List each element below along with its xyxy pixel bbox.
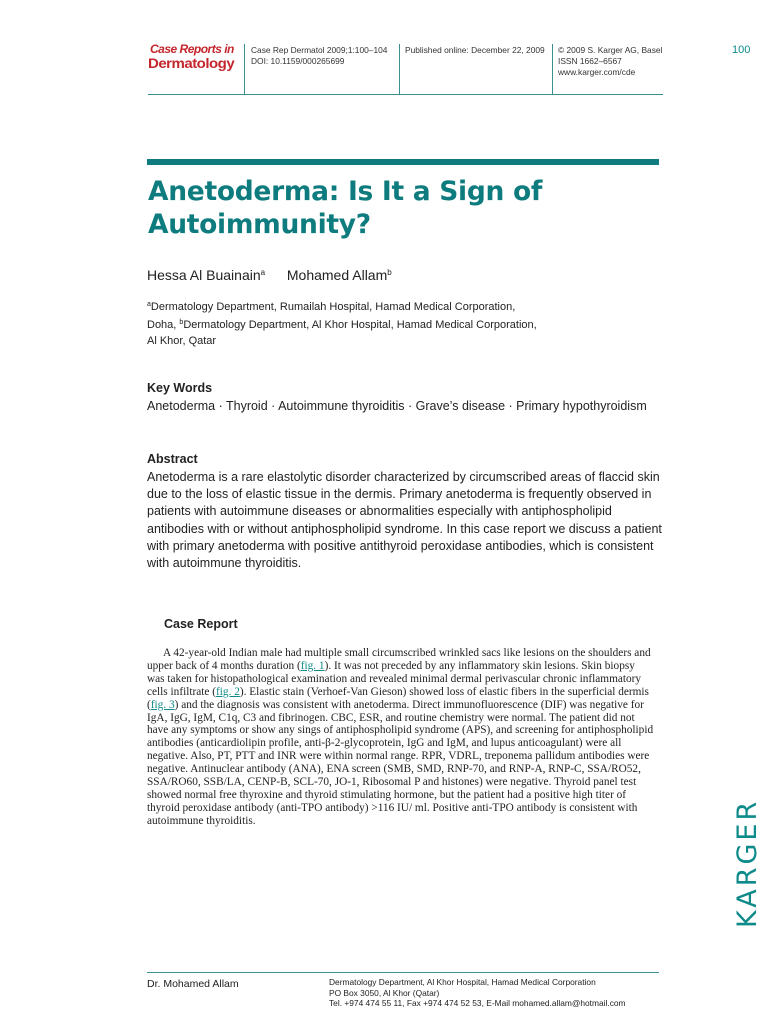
published-date: Published online: December 22, 2009 — [405, 45, 545, 55]
article-title — [148, 175, 668, 241]
header-divider — [244, 44, 245, 94]
citation-block — [251, 45, 387, 67]
affiliation-a-city: Doha, — [147, 319, 177, 331]
title-line2: Autoimmunity? — [148, 209, 371, 240]
figure-link[interactable]: fig. 1 — [300, 659, 325, 672]
affiliations: $^a$Dermatology Department, Rumailah Hospital, Hamad Medical Corporation, Doha, $^b$Dermatology Department, Al Khor Hospital, Hamad Medical Corporation, Al Khor, Qatar — [147, 297, 647, 349]
issn: ISSN 1662–6567 — [558, 56, 622, 66]
case-report-heading: Case Report — [164, 617, 238, 631]
publisher-logo: KARGER — [732, 798, 763, 928]
page-number: 100 — [732, 44, 751, 56]
author-list — [147, 267, 392, 283]
journal-logo-line2: Dermatology — [148, 55, 235, 72]
affiliation-b: Dermatology Department, Al Khor Hospital, Hamad Medical Corporation, — [183, 319, 537, 331]
author-name: Mohamed Allam — [286, 267, 388, 283]
figure-link[interactable]: fig. 3 — [150, 698, 175, 711]
author-affil-mark: b — [387, 268, 392, 277]
footer-rule — [147, 972, 659, 973]
contact-line[interactable]: Tel. +974 474 55 11, Fax +974 474 52 53, E-Mail mohamed.allam@hotmail.com — [329, 998, 626, 1008]
affiliation-a: Dermatology Department, Rumailah Hospital, Hamad Medical Corporation, — [150, 301, 516, 313]
copyright-block — [558, 45, 662, 78]
header-divider — [552, 44, 553, 94]
abstract-text: Anetoderma is a rare elastolytic disorder characterized by circumscribed areas of flaccid skin due to the loss of elastic tissue in the dermis. Primary anetoderma is frequently observed in patients with autoimmune diseases or abnormalities especially with antiphospholipid antibodies with or without antiphospholipid syndrome. In this case report we discuss a patient with primary anetoderma with positive antithyroid peroxidase antibodies, which is consistent with autoimmune thyroiditis. — [147, 470, 662, 571]
doi: DOI: 10.1159/000265699 — [251, 56, 345, 66]
keywords-heading: Key Words — [147, 381, 213, 395]
author-name: Hessa Al Buainain — [147, 267, 261, 283]
author-affil-mark: a — [260, 268, 266, 277]
header-divider — [399, 44, 400, 94]
journal-logo-line1: Case Reports in — [150, 42, 234, 56]
copyright: © 2009 S. Karger AG, Basel — [558, 45, 663, 55]
affiliation-b-city: Al Khor, Qatar — [147, 335, 217, 347]
title-line1: Anetoderma: Is It a Sign of — [148, 176, 543, 207]
keywords-text: Anetoderma · Thyroid · Autoimmune thyroiditis · Grave’s disease · Primary hypothyroidism — [147, 399, 647, 413]
case-report-body: A 42-year-old Indian male had multiple small circumscribed wrinkled sacs like lesions on the shoulders and upper back of 4 months duration (fig. 1). It was not preceded by any inflammatory skin lesions. Skin biopsy was taken for histopathological examination and revealed minimal dermal perivascular chronic inflammatory cells infiltrate (fig. 2). Elastic stain (Verhoef-Van Gieson) showed loss of elastic fibers in the superficial dermis (fig. 3) and the diagnosis was consistent with anetoderma. Direct immunofluorescence (DIF) was negative for IgA, IgG, IgM, C1q, C3 and fibrinogen. CBC, ESR, and routine chemistry were normal. The patient did not have any symptoms or show any sings of antiphospholipid syndrome (APS), and screening for antiphospholipid antibodies (anticardiolipin profile, anti-β-2-glycoprotein, IgG and IgM, and lupus anticoagulant) were all negative. Also, PT, PTT and INR were within normal range. RPR, VDRL, treponema pallidum antibodies were negative. Antinuclear antibody (ANA), ENA screen (SMB, SMD, RNP-70, and RNP-A, RNP-C, SSA/RO52, SSA/RO60, SSB/LA, CENP-B, SCL-70, JO-1, Ribosomal P and histones) were negative. Thyroid panel test showed normal free thyroxine and thyroid stimulating hormone, but the patient had a positive high titer of thyroid peroxidase antibody (anti-TPO antibody) >116 IU/ ml. Positive anti-TPO antibody is consistent with autoimmune thyroiditis. — [147, 647, 654, 827]
title-rule — [147, 159, 659, 165]
corresponding-author: Dr. Mohamed Allam — [147, 978, 239, 990]
header-rule — [148, 94, 663, 95]
abstract-heading: Abstract — [147, 452, 198, 466]
correspondence-address: Dermatology Department, Al Khor Hospital, Hamad Medical Corporation PO Box 3050, Al Khor (Qatar) Tel. +974 474 55 11, Fax +974 474 52 53, E-Mail mohamed.allam@hotmail.com — [329, 977, 659, 1009]
citation: Case Rep Dermatol 2009;1:100–104 — [251, 45, 388, 55]
journal-url[interactable]: www.karger.com/cde — [558, 67, 636, 77]
figure-link[interactable]: fig. 2 — [216, 685, 240, 698]
